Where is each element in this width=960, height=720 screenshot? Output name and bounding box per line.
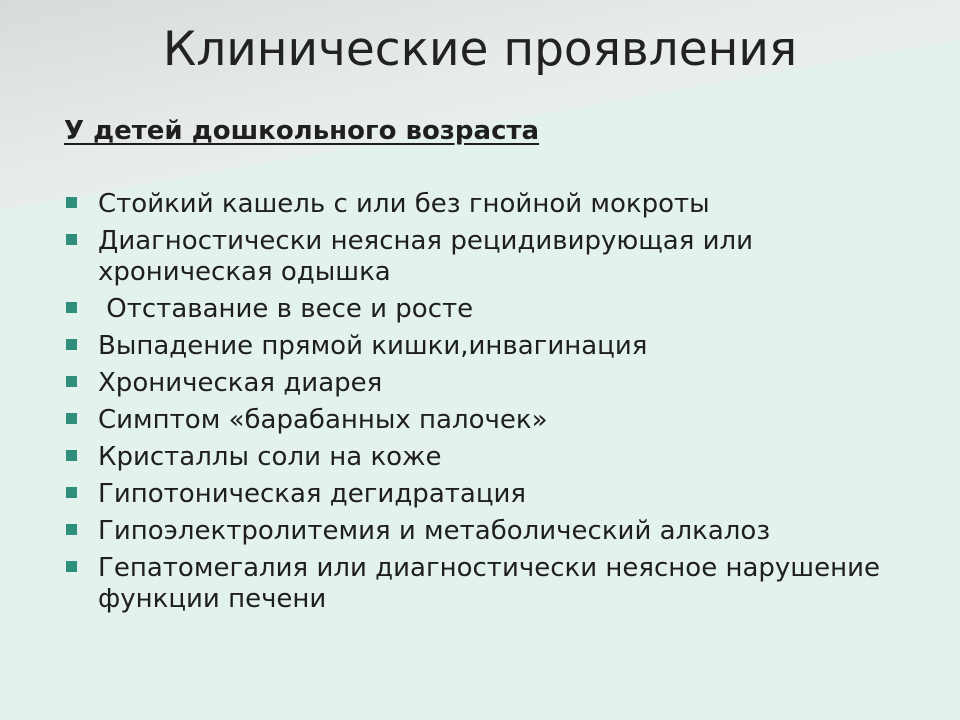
square-bullet-icon (66, 413, 77, 424)
list-item-text: Симптом «барабанных палочек» (98, 405, 548, 435)
list-item-text: Выпадение прямой кишки,инвагинация (98, 331, 648, 361)
list-item (64, 479, 924, 510)
list-item (64, 294, 924, 325)
list-item-text: Гепатомегалия или диагностически неясное нарушение функции печени (98, 553, 880, 614)
list-item (64, 405, 924, 436)
page-title: Клинические проявления (162, 22, 798, 77)
section-subtitle: У детей дошкольного возраста (64, 116, 540, 146)
list-item-text: Гипотоническая дегидратация (98, 479, 527, 509)
list-item (64, 553, 924, 615)
square-bullet-icon (66, 339, 77, 350)
list-item-text: Отставание в весе и росте (98, 294, 474, 324)
list-item-text: Гипоэлектролитемия и метаболический алкалоз (98, 516, 771, 546)
list-item (64, 442, 924, 473)
list-item-text: Хроническая диарея (98, 368, 383, 398)
square-bullet-icon (66, 302, 77, 313)
square-bullet-icon (66, 450, 77, 461)
list-item (64, 368, 924, 399)
square-bullet-icon (66, 561, 77, 572)
square-bullet-icon (66, 376, 77, 387)
list-item (64, 226, 924, 288)
list-item-text: Кристаллы соли на коже (98, 442, 442, 472)
square-bullet-icon (66, 524, 77, 535)
list-item (64, 331, 924, 362)
list-item-text: Диагностически неясная рецидивирующая или хроническая одышка (98, 226, 754, 287)
list-item (64, 189, 924, 220)
bullet-list (64, 189, 924, 621)
square-bullet-icon (66, 197, 77, 208)
list-item (64, 516, 924, 547)
list-item-text: Стойкий кашель с или без гнойной мокроты (98, 189, 710, 219)
square-bullet-icon (66, 234, 77, 245)
square-bullet-icon (66, 487, 77, 498)
